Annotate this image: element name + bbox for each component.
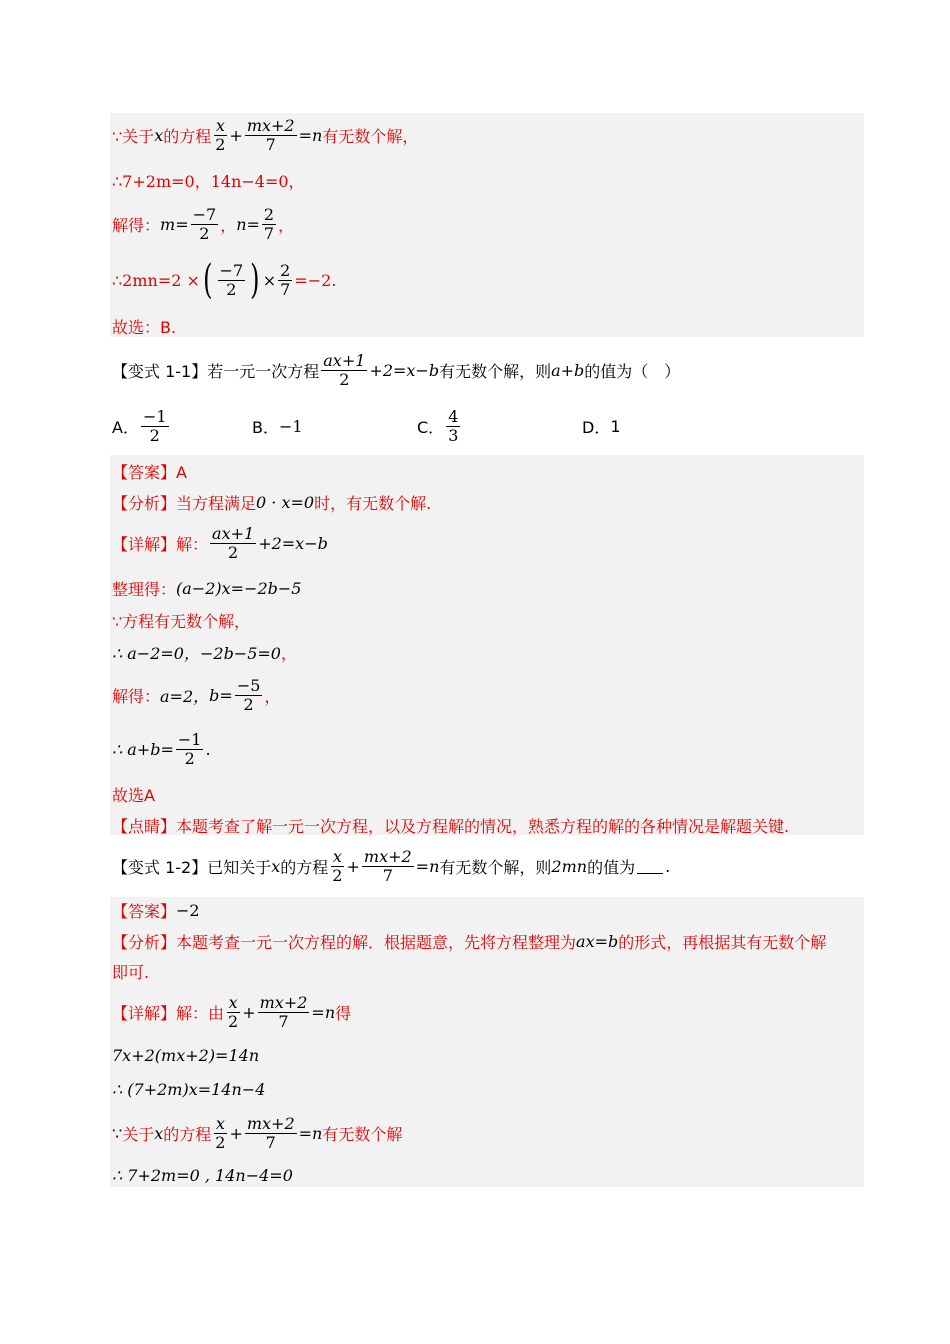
question-1-1: 【变式 1-1】 若一元一次方程 $\frac{ax+1}{2}$ +2=x−b 有无数个解，则 a+b 的值为（ ） xyxy=(112,350,681,389)
detail-1-line-4: ∴ a−2=0，−2b−5=0 ， xyxy=(112,643,297,663)
detail-1-line-6: ∴ a+b= $\frac{-1}{2}$ . xyxy=(112,729,211,768)
detail-1-line-5: 解得： a=2， b= $\frac{-5}{2}$ ， xyxy=(112,675,281,714)
fraction: $\frac{-7}{2}$ xyxy=(192,204,217,243)
question-1-2: 【变式 1-2】 已知关于 x 的方程 $\frac{x}{2}$ + $\frac{mx+2}{7}$ =n 有无数个解，则 2mn 的值为 . xyxy=(112,846,671,885)
detail-2-line-3: ∴ (7+2m)x=14n−4 xyxy=(112,1079,266,1099)
option-c[interactable]: C． $\frac{4}{3}$ xyxy=(417,406,459,445)
detail-2-line-5: ∴ 7+2m=0 , 14n−4=0 xyxy=(112,1165,293,1185)
prev-line-3: 解得： m= $\frac{-7}{2}$ ， n= $\frac{2}{7}$ ， xyxy=(112,204,295,243)
detail-1-line-3: ∵方程有无数个解， xyxy=(112,611,251,631)
comment-1-line: 【点睛】 本题考查了解一元一次方程，以及方程解的情况，熟悉方程的解的各种情况是解题关键. xyxy=(112,816,790,836)
fraction: $\frac{2}{7}$ xyxy=(263,204,275,243)
analysis-2-line-1: 【分析】 本题考查一元一次方程的解．根据题意，先将方程整理为 ax=b 的形式，再根据其有无数个解 xyxy=(112,931,827,952)
fraction: $\frac{2}{7}$ xyxy=(280,260,291,299)
fraction: $\frac{mx+2}{7}$ xyxy=(246,1113,295,1152)
prev-line-1: ∵关于 x 的方程 $\frac{x}{2}$ + $\frac{mx+2}{7}$ = n 有无数个解， xyxy=(112,115,419,154)
fraction: $\frac{mx+2}{7}$ xyxy=(259,992,308,1031)
fraction: $\frac{mx+2}{7}$ xyxy=(363,846,412,885)
detail-2-line-2: 7x+2(mx+2)=14n xyxy=(112,1045,260,1065)
option-b[interactable]: B． −1 xyxy=(252,416,303,437)
answer-1-line: 【答案】A xyxy=(112,462,187,482)
fraction: $\frac{x}{2}$ xyxy=(332,846,343,885)
answer-2-line: 【答案】 −2 xyxy=(112,900,200,921)
left-paren: ( xyxy=(203,257,213,303)
analysis-1-line: 【分析】 当方程满足 0 · x=0 时，有无数个解. xyxy=(112,492,432,513)
fraction: $\frac{-7}{2}$ xyxy=(219,260,244,299)
detail-1-line-1: 【详解】 解： $\frac{ax+1}{2}$ +2=x−b xyxy=(112,523,328,562)
fraction: $\frac{4}{3}$ xyxy=(448,406,459,445)
prev-line-5: 故选：B. xyxy=(112,317,177,337)
options-row xyxy=(112,406,852,446)
fraction: $\frac{-5}{2}$ xyxy=(236,675,261,714)
fraction: $\frac{x}{2}$ xyxy=(215,1113,226,1152)
option-d[interactable]: D． 1 xyxy=(582,416,621,437)
fraction: $\frac{ax+1}{2}$ xyxy=(323,350,366,389)
detail-2-line-1: 【详解】 解：由 $\frac{x}{2}$ + $\frac{mx+2}{7}$ =n 得 xyxy=(112,992,352,1031)
fraction: $\frac{ax+1}{2}$ xyxy=(212,523,255,562)
prev-line-2: ∴7+2m=0，14n−4=0， xyxy=(112,171,305,191)
fraction: $\frac{x}{2}$ xyxy=(228,992,239,1031)
detail-2-line-4: ∵ 关于 x 的方程 $\frac{x}{2}$ + $\frac{mx+2}{7}$ =n 有无数个解 xyxy=(112,1113,403,1152)
option-a[interactable]: A． $\frac{-1}{2}$ xyxy=(112,406,167,445)
fraction: $\frac{-1}{2}$ xyxy=(142,406,167,445)
answer-blank[interactable] xyxy=(637,859,663,874)
prev-line-4: ∴2mn=2 × ( $\frac{-7}{2}$ ) × $\frac{2}{7}$ =−2. xyxy=(112,257,337,303)
fraction: $\frac{-1}{2}$ xyxy=(177,729,202,768)
right-paren: ) xyxy=(250,257,260,303)
fraction: $\frac{x}{2}$ xyxy=(215,115,226,154)
fraction: $\frac{mx+2}{7}$ xyxy=(246,115,295,154)
detail-1-line-7: 故选A xyxy=(112,785,155,805)
detail-1-line-2: 整理得： (a−2)x=−2b−5 xyxy=(112,578,302,599)
analysis-2-line-2: 即可. xyxy=(112,962,150,982)
